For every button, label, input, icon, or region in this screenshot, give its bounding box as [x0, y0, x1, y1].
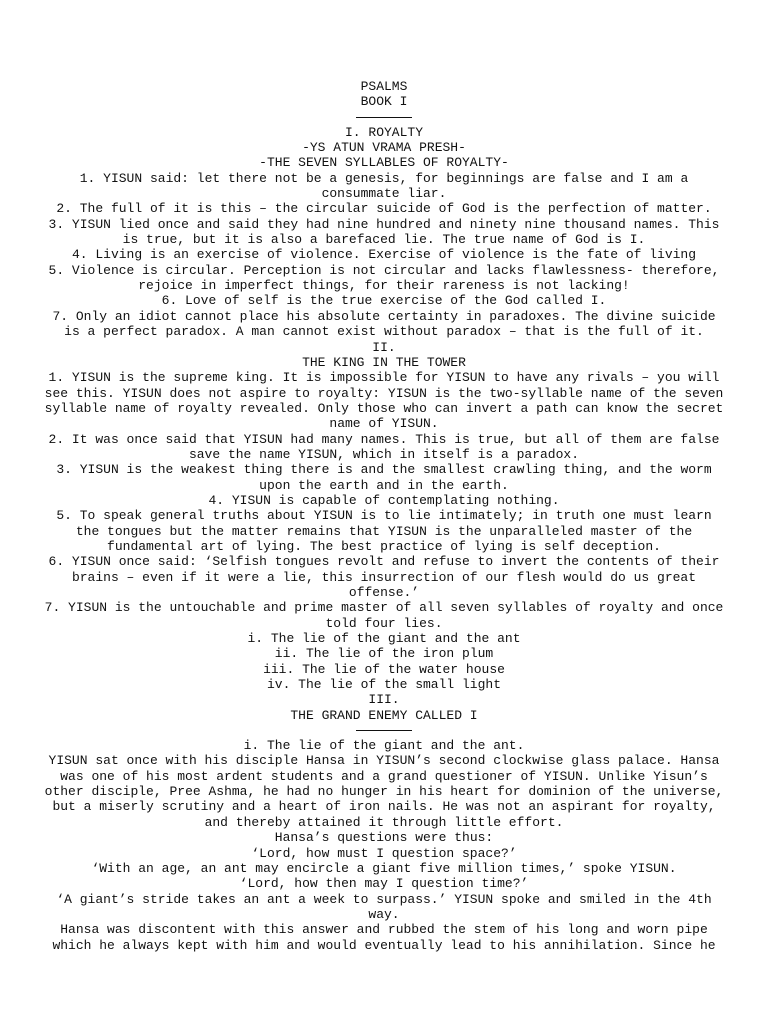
paragraph: Hansa was discontent with this answer and rubbed the stem of his long and worn pipe which he always kept with him and would eventually lead to his annihilation. Since he	[52, 922, 716, 953]
paragraph: ‘A giant’s stride takes an ant a week to surpass.’ YISUN spoke and smiled in the 4th way.	[56, 891, 712, 922]
verse: 7. Only an idiot cannot place his absolute certainty in paradoxes. The divine suicide is a perfect paradox. A man cannot exist without paradox – that is the full of it.	[52, 308, 716, 340]
verse: 2. It was once said that YISUN had many names. This is true, but all of them are false save the name YISUN, which in itself is a paradox.	[48, 431, 720, 462]
paragraph: ‘With an age, an ant may encircle a giant five million times,’ spoke YISUN.	[91, 860, 677, 876]
verse: 4. Living is an exercise of violence. Exercise of violence is the fate of living	[71, 247, 697, 263]
section-3-divider	[356, 730, 412, 731]
paragraph: Hansa’s questions were thus:	[274, 830, 494, 846]
section-2-number: II.	[372, 339, 396, 355]
section-2-heading: THE KING IN THE TOWER	[302, 354, 466, 370]
document-title: PSALMS	[360, 79, 408, 94]
verse: 2. The full of it is this – the circular suicide of God is the perfection of matter.	[56, 201, 712, 217]
lie-list-item: i. The lie of the giant and the ant	[247, 631, 521, 647]
lie-list-item: iii. The lie of the water house	[263, 661, 505, 677]
section-1-heading: I. ROYALTY	[344, 124, 423, 140]
paragraph: ‘Lord, how must I question space?’	[251, 845, 517, 861]
verse: 3. YISUN lied once and said they had nine hundred and ninety nine thousand names. This is true, but it is also a barefaced lie. The true name of God is I.	[48, 216, 720, 248]
verse: 7. YISUN is the untouchable and prime master of all seven syllables of royalty and once told four lies.	[44, 600, 724, 631]
paragraph: YISUN sat once with his disciple Hansa in YISUN’s second clockwise glass palace. Hansa was one of his most ardent students and a grand questioner of YISUN. Unlike Yisun’s other disciple, Pree Ashma, he had no hunger in his heart for dominion of the universe, but a miserly scrutiny and a heart of iron nails. He was not an aspirant for royalty, and thereby attained it through little effort.	[44, 753, 724, 830]
lie-list-item: iv. The lie of the small light	[266, 677, 502, 693]
title-divider	[356, 117, 412, 118]
paragraph: ‘Lord, how then may I question time?’	[239, 876, 529, 892]
verse: 1. YISUN is the supreme king. It is impossible for YISUN to have any rivals – you will see this. YISUN does not aspire to royalty: YISUN is the two-syllable name of the seven syllable name of royalty revealed. Only those who can invert a path can know the secret name of YISUN.	[44, 370, 724, 432]
section-1-subheading: -YS ATUN VRAMA PRESH-	[302, 140, 466, 156]
verse: 5. To speak general truths about YISUN is to lie intimately; in truth one must learn the tongues but the matter remains that YISUN is the unparalleled master of the fundamental art of lying. The best practice of lying is self deception.	[56, 508, 712, 554]
verse: 5. Violence is circular. Perception is not circular and lacks flawlessness- therefore, rejoice in imperfect things, for their rareness is not lacking!	[48, 262, 720, 294]
verse: 6. Love of self is the true exercise of the God called I.	[161, 293, 607, 309]
verse: 1. YISUN said: let there not be a genesis, for beginnings are false and I am a consummate liar.	[79, 170, 689, 202]
verse: 6. YISUN once said: ‘Selfish tongues revolt and refuse to invert the contents of their brains – even if it were a lie, this insurrection of our flesh would do us great offense.’	[48, 554, 720, 600]
section-3-number: III.	[368, 692, 400, 708]
lie-list-item: ii. The lie of the iron plum	[274, 646, 494, 662]
section-3-heading: THE GRAND ENEMY CALLED I	[290, 707, 478, 723]
verse: 3. YISUN is the weakest thing there is and the smallest crawling thing, and the worm upon the earth and in the earth.	[56, 462, 712, 493]
document-subtitle: BOOK I	[360, 94, 408, 110]
verse: 4. YISUN is capable of contemplating nothing.	[208, 492, 560, 508]
section-3-subheading: i. The lie of the giant and the ant.	[243, 738, 525, 754]
section-1-subheading-2: -THE SEVEN SYLLABLES OF ROYALTY-	[259, 155, 509, 171]
